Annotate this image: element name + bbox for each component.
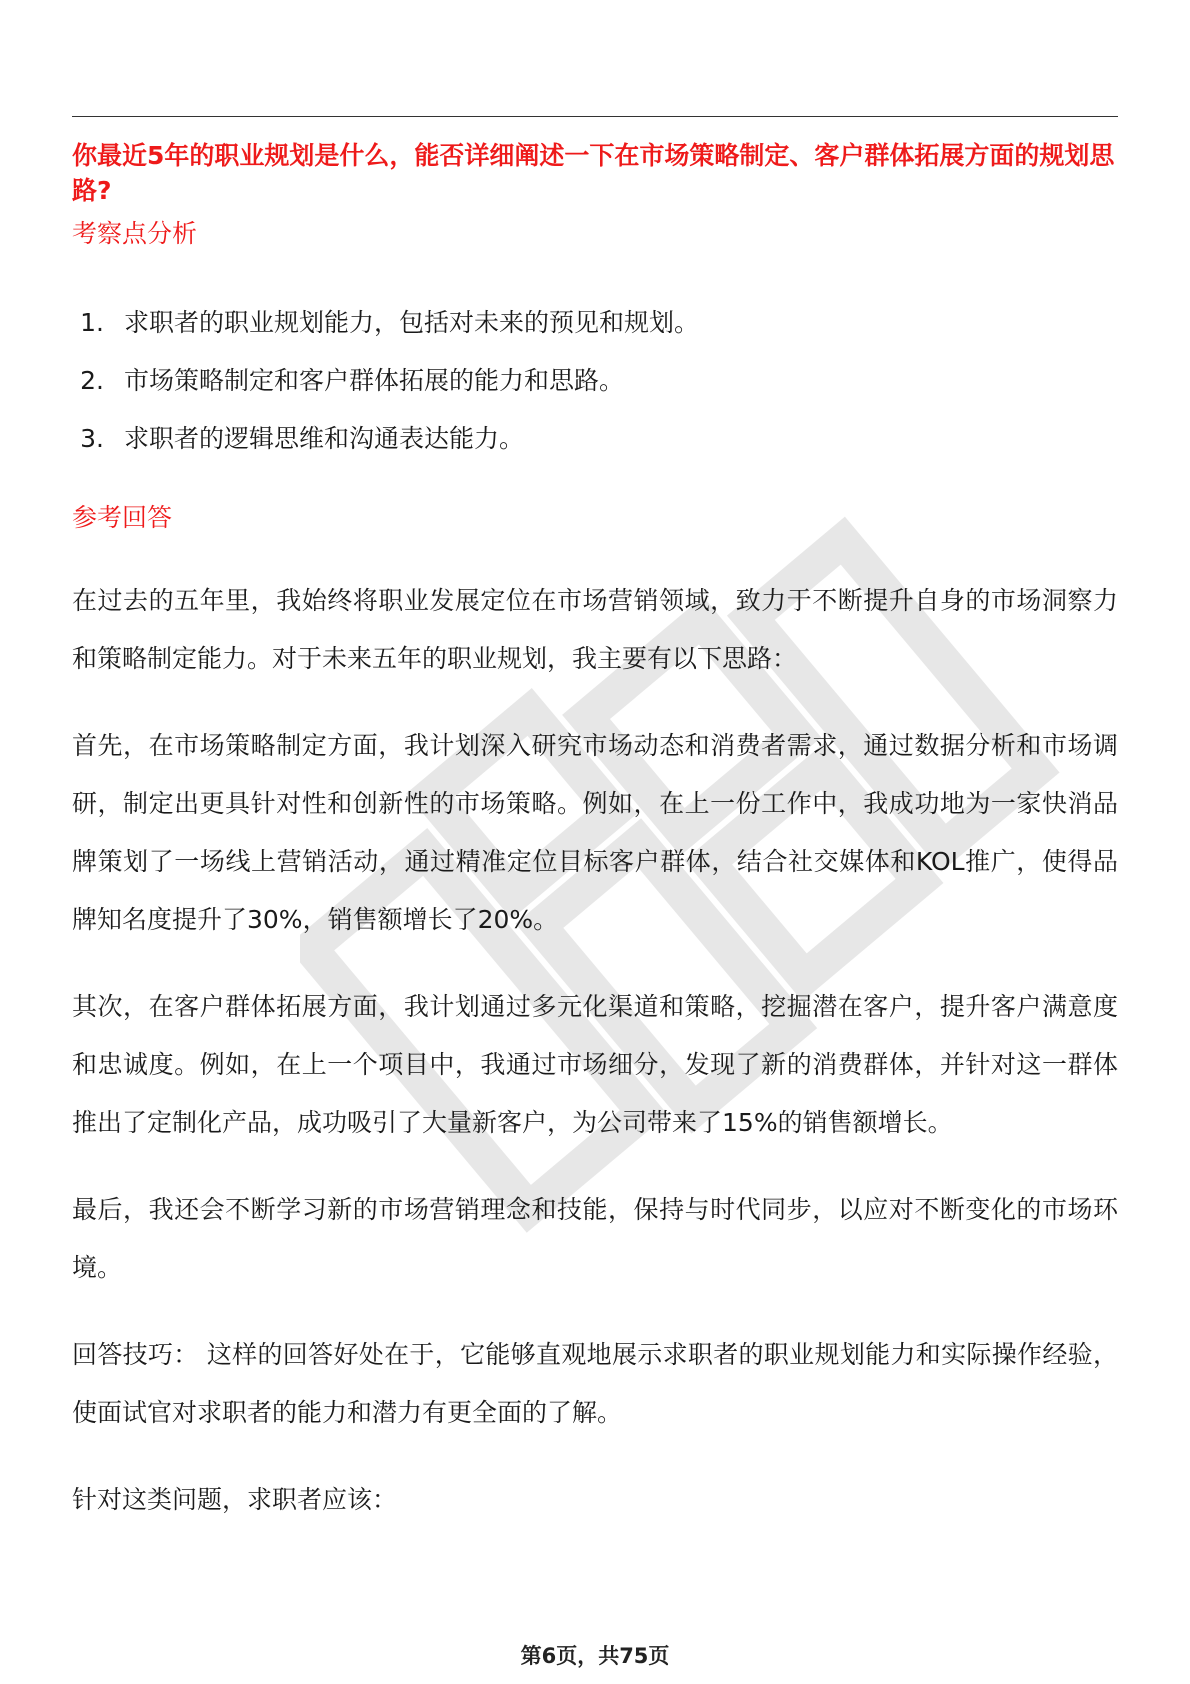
answer-paragraph: 其次，在客户群体拓展方面，我计划通过多元化渠道和策略，挖掘潜在客户，提升客户满意度和忠诚度。例如，在上一个项目中，我通过市场细分，发现了新的消费群体，并针对这一群体推出了定制化产品，成功吸引了大量新客户，为公司带来了15%的销售额增长。 [72,992,1118,1137]
list-item-number: 2. [80,366,104,395]
answer-paragraph: 在过去的五年里，我始终将职业发展定位在市场营销领域，致力于不断提升自身的市场洞察力和策略制定能力。对于未来五年的职业规划，我主要有以下思路： [72,586,1118,673]
list-item-text: 求职者的职业规划能力，包括对未来的预见和规划。 [124,308,700,337]
question-title: 你最近5年的职业规划是什么，能否详细阐述一下在市场策略制定、客户群体拓展方面的规划思路? [72,141,1115,205]
analysis-heading: 考察点分析 [72,219,198,248]
answer-paragraph: 针对这类问题，求职者应该： [72,1485,398,1514]
list-item [72,364,1118,422]
list-item [72,422,1118,480]
top-divider [72,116,1118,117]
list-item-number: 1. [80,308,104,337]
list-item-number: 3. [80,424,104,453]
answer-paragraph: 首先，在市场策略制定方面，我计划深入研究市场动态和消费者需求，通过数据分析和市场调研，制定出更具针对性和创新性的市场策略。例如，在上一份工作中，我成功地为一家快消品牌策划了一场线上营销活动，通过精准定位目标客户群体，结合社交媒体和KOL推广，使得品牌知名度提升了30%，销售额增长了20%。 [72,731,1118,934]
reference-heading: 参考回答 [72,503,173,532]
analysis-list [72,306,1118,480]
list-item-text: 求职者的逻辑思维和沟通表达能力。 [124,424,525,453]
list-item-text: 市场策略制定和客户群体拓展的能力和思路。 [124,366,625,395]
answer-tips-paragraph: 回答技巧： 这样的回答好处在于，它能够直观地展示求职者的职业规划能力和实际操作经验，使面试官对求职者的能力和潜力有更全面的了解。 [72,1340,1118,1427]
page-number: 第6页，共75页 [520,1644,670,1668]
list-item [72,306,1118,364]
answer-paragraph: 最后，我还会不断学习新的市场营销理念和技能，保持与时代同步，以应对不断变化的市场环境。 [72,1195,1118,1282]
reference-answer [72,572,1118,1558]
